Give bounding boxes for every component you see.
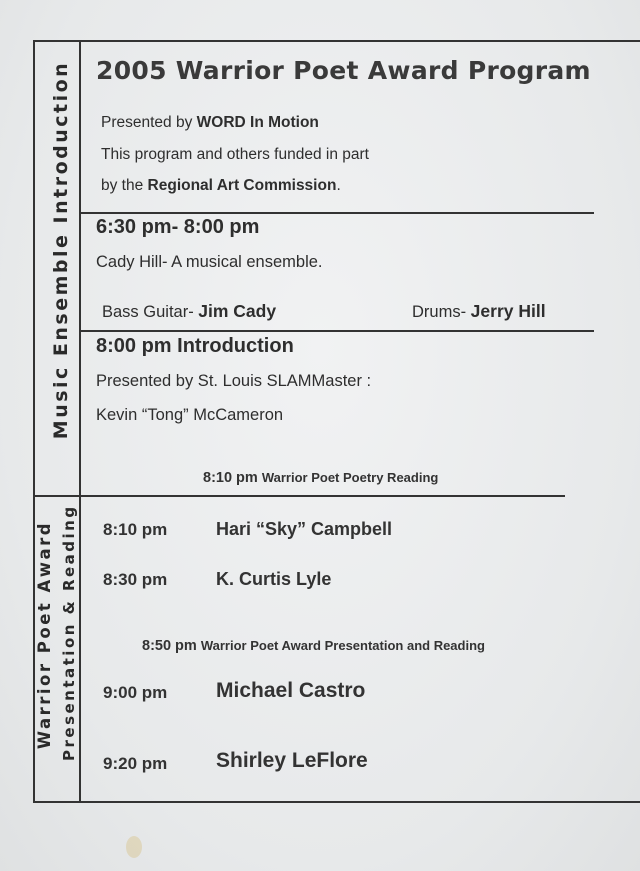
frame-top-line (33, 40, 640, 42)
funder-name: Regional Art Commission (147, 177, 337, 194)
reading-time-2: 8:30 pm (103, 570, 168, 589)
ensemble-description: Cady Hill- A musical ensemble. (96, 253, 323, 271)
funding-line-1: This program and others funded in part (101, 146, 369, 163)
award-heading (142, 638, 485, 654)
funding-line-2 (101, 177, 341, 195)
presented-by-line (101, 114, 319, 132)
introduction-heading: 8:00 pm Introduction (96, 335, 294, 357)
presenter-name: WORD In Motion (196, 114, 319, 131)
award-reading-time-1: 9:00 pm (103, 683, 168, 702)
separator-2 (80, 330, 594, 332)
award-reading-time-2: 9:20 pm (103, 754, 168, 773)
page-title: 2005 Warrior Poet Award Program (96, 56, 591, 85)
ensemble-member-2 (412, 301, 546, 322)
frame-bottom-line (33, 801, 640, 803)
presented-prefix: Presented by (101, 114, 197, 131)
award-reading-name-1: Michael Castro (216, 679, 366, 702)
separator-3 (33, 495, 565, 497)
poetry-reading-time: 8:10 pm (203, 470, 258, 486)
introduction-line-1: Presented by St. Louis SLAMMaster : (96, 372, 372, 390)
member1-name: Jim Cady (198, 301, 277, 321)
member2-name: Jerry Hill (470, 301, 546, 321)
award-time: 8:50 pm (142, 638, 197, 654)
reading-name-1: Hari “Sky” Campbell (216, 519, 393, 539)
funding-suffix: . (336, 177, 341, 194)
ensemble-time: 6:30 pm- 8:00 pm (96, 216, 260, 238)
sidebar-label-bottom-line1: Warrior Poet Award (35, 520, 54, 750)
introduction-line-2: Kevin “Tong” McCameron (96, 406, 284, 424)
reading-time-1: 8:10 pm (103, 520, 168, 539)
award-label: Warrior Poet Award Presentation and Reading (200, 638, 485, 653)
member2-role: Drums- (412, 303, 471, 321)
sidebar-label-bottom-line2: Presentation & Reading (60, 504, 78, 761)
poetry-reading-heading (203, 470, 438, 486)
separator-1 (80, 212, 594, 214)
sidebar-label-top: Music Ensemble Introduction (50, 60, 72, 440)
frame-divider-line (79, 40, 81, 802)
poetry-reading-label: Warrior Poet Poetry Reading (261, 470, 439, 485)
ensemble-member-1 (102, 301, 276, 322)
member1-role: Bass Guitar- (102, 303, 199, 321)
funding-prefix: by the (101, 177, 148, 194)
reading-name-2: K. Curtis Lyle (216, 569, 332, 589)
paper-stain (126, 836, 142, 858)
award-reading-name-2: Shirley LeFlore (216, 749, 368, 772)
